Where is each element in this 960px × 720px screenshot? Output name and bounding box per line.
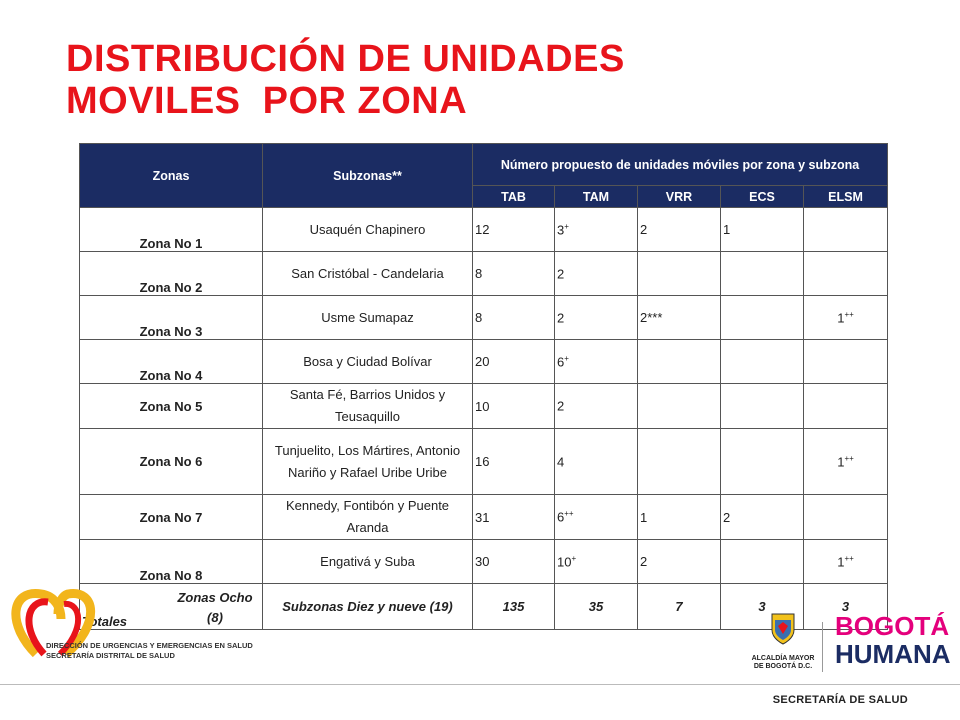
subzone-cell: [263, 429, 473, 495]
vrr-cell: [638, 296, 721, 340]
title-line-2: MOVILES POR ZONA: [66, 80, 468, 122]
tam-cell-marker: +: [571, 553, 577, 563]
elsm-cell-value: 1: [837, 554, 845, 570]
subzone-cell-value: San Cristóbal - Candelaria: [291, 265, 444, 281]
table-row: [80, 540, 888, 584]
elsm-cell-marker: ++: [844, 453, 854, 463]
zone-cell-value: Zona No 3: [139, 324, 203, 339]
tam-cell-value: 6: [557, 354, 565, 370]
subzone-cell-value: Santa Fé, Barrios Unidos y Teusaquillo: [289, 387, 446, 424]
table-row: [80, 495, 888, 540]
elsm-cell: [804, 540, 888, 584]
zone-cell: [80, 429, 263, 495]
vrr-cell: [638, 384, 721, 429]
vrr-cell: [638, 540, 721, 584]
tab-cell-value: 8: [475, 266, 483, 281]
ecs-cell-value: 1: [723, 222, 731, 237]
subzone-cell: [263, 252, 473, 296]
elsm-cell-value: 1: [837, 310, 845, 326]
table-row: [80, 384, 888, 429]
tab-cell-value: 10: [475, 398, 490, 414]
tab-cell: [473, 340, 555, 384]
zone-cell-value: Zona No 8: [139, 568, 203, 583]
tam-cell: [555, 252, 638, 296]
header-vrr: VRR: [638, 186, 721, 208]
zone-cell-value: Zona No 6: [139, 454, 203, 469]
elsm-cell: [804, 296, 888, 340]
table-row: [80, 296, 888, 340]
tam-cell-value: 3: [557, 222, 565, 238]
vrr-cell: [638, 208, 721, 252]
zone-cell-value: Zona No 5: [139, 398, 203, 414]
ecs-cell: [721, 208, 804, 252]
header-numero-propuesto: Número propuesto de unidades móviles por zona y subzona: [473, 144, 888, 186]
subzone-cell: [263, 540, 473, 584]
ecs-cell: [721, 429, 804, 495]
tam-cell: [555, 540, 638, 584]
subzone-cell: [263, 208, 473, 252]
table-row: [80, 340, 888, 384]
elsm-cell: [804, 340, 888, 384]
tam-cell: [555, 384, 638, 429]
distribution-table: [79, 143, 888, 630]
tab-cell: [473, 495, 555, 540]
humana-text: HUMANA: [835, 639, 951, 669]
header-tab: TAB: [473, 186, 555, 208]
zone-cell: [80, 540, 263, 584]
ecs-cell-value: 2: [723, 509, 731, 525]
tab-cell: [473, 252, 555, 296]
tab-cell: [473, 384, 555, 429]
vrr-cell-value: 1: [640, 509, 648, 525]
elsm-cell: [804, 384, 888, 429]
header-subzonas: Subzonas**: [263, 144, 473, 208]
logo-text-1: DIRECCIÓN DE URGENCIAS Y EMERGENCIAS EN SALUD: [46, 641, 253, 650]
tam-cell-value: 2: [557, 398, 565, 414]
header-zonas: Zonas: [80, 144, 263, 208]
vrr-cell-value: 2: [640, 554, 648, 569]
tab-cell: [473, 429, 555, 495]
tam-cell-value: 2: [557, 266, 565, 282]
tab-cell-value: 31: [475, 509, 490, 525]
table-row: [80, 429, 888, 495]
elsm-cell: [804, 429, 888, 495]
tam-cell: [555, 208, 638, 252]
zone-cell: [80, 384, 263, 429]
table-row: [80, 208, 888, 252]
title-line-1: DISTRIBUCIÓN DE UNIDADES: [66, 38, 625, 80]
totals-subzonas: Subzonas Diez y nueve (19): [263, 584, 473, 630]
tam-cell-value: 2: [557, 310, 565, 326]
totals-vrr: 7: [638, 584, 721, 630]
zone-cell-value: Zona No 1: [139, 236, 203, 251]
vrr-cell: [638, 252, 721, 296]
logo-text-2: SECRETARÍA DISTRITAL DE SALUD: [46, 651, 175, 660]
table-row: [80, 252, 888, 296]
tam-cell-value: 10: [557, 554, 572, 570]
subzone-cell: [263, 384, 473, 429]
totals-ecs: 3: [721, 584, 804, 630]
ecs-cell: [721, 540, 804, 584]
bogota-humana-logo: [835, 612, 951, 668]
footer-divider: [0, 684, 960, 685]
alcaldia-text: ALCALDÍA MAYOR DE BOGOTÁ D.C.: [751, 655, 815, 670]
bogota-text: BOGOTÁ: [835, 611, 950, 641]
elsm-cell-marker: ++: [844, 309, 854, 319]
tab-cell-value: 8: [475, 310, 483, 325]
tam-cell-value: 6: [557, 509, 565, 525]
zone-cell: [80, 340, 263, 384]
zone-cell-value: Zona No 2: [139, 280, 203, 295]
subzone-cell-value: Kennedy, Fontibón y Puente Aranda: [285, 498, 450, 535]
vrr-cell-value: 2***: [640, 310, 663, 325]
elsm-cell: [804, 208, 888, 252]
ecs-cell: [721, 252, 804, 296]
tab-cell: [473, 540, 555, 584]
zone-cell: [80, 252, 263, 296]
subzone-cell-value: Tunjuelito, Los Mártires, Antonio Nariño y Rafael Uribe Uribe: [274, 442, 461, 480]
vrr-cell: [638, 340, 721, 384]
zone-cell-value: Zona No 7: [139, 509, 203, 525]
tab-cell-value: 12: [475, 222, 490, 237]
vrr-cell-value: 2: [640, 222, 648, 237]
subzone-cell-value: Usaquén Chapinero: [309, 221, 426, 237]
tab-cell: [473, 208, 555, 252]
totals-label: Totales: [80, 584, 263, 630]
subzone-cell-value: Usme Sumapaz: [321, 309, 414, 325]
vrr-cell: [638, 495, 721, 540]
ecs-cell: [721, 340, 804, 384]
alcaldia-logo: [748, 612, 818, 671]
totals-tam: 35: [555, 584, 638, 630]
tab-cell-value: 20: [475, 354, 490, 369]
header-tam: TAM: [555, 186, 638, 208]
tam-cell: [555, 495, 638, 540]
header-elsm: ELSM: [804, 186, 888, 208]
tab-cell: [473, 296, 555, 340]
tam-cell-marker: ++: [564, 509, 574, 519]
elsm-cell-value: 1: [837, 454, 845, 470]
zone-cell: [80, 208, 263, 252]
subzone-cell-value: Bosa y Ciudad Bolívar: [303, 353, 432, 369]
elsm-cell: [804, 252, 888, 296]
subzone-cell: [263, 296, 473, 340]
ecs-cell: [721, 495, 804, 540]
tam-cell-marker: +: [564, 221, 569, 231]
tam-cell: [555, 296, 638, 340]
tam-cell: [555, 429, 638, 495]
zone-cell: [80, 495, 263, 540]
header-ecs: ECS: [721, 186, 804, 208]
shield-icon: [770, 612, 796, 646]
totals-tab: 135: [473, 584, 555, 630]
page-title: [66, 38, 625, 122]
elsm-cell-marker: ++: [844, 553, 854, 563]
vrr-cell: [638, 429, 721, 495]
tam-cell-value: 4: [557, 454, 565, 470]
zone-cell: [80, 296, 263, 340]
zone-cell-value: Zona No 4: [139, 368, 203, 383]
subzone-cell-value: Engativá y Suba: [320, 553, 415, 569]
elsm-cell: [804, 495, 888, 540]
totals-elsm: 3: [804, 584, 888, 630]
subzone-cell: [263, 495, 473, 540]
logo-divider: [822, 622, 823, 672]
totals-zonas: Zonas Ocho (8): [177, 590, 253, 625]
ecs-cell: [721, 296, 804, 340]
tam-cell: [555, 340, 638, 384]
subzone-cell: [263, 340, 473, 384]
tab-cell-value: 30: [475, 554, 490, 569]
tam-cell-marker: +: [564, 353, 569, 363]
tab-cell-value: 16: [475, 454, 490, 469]
ecs-cell: [721, 384, 804, 429]
footer-text: SECRETARÍA DE SALUD: [772, 694, 908, 706]
